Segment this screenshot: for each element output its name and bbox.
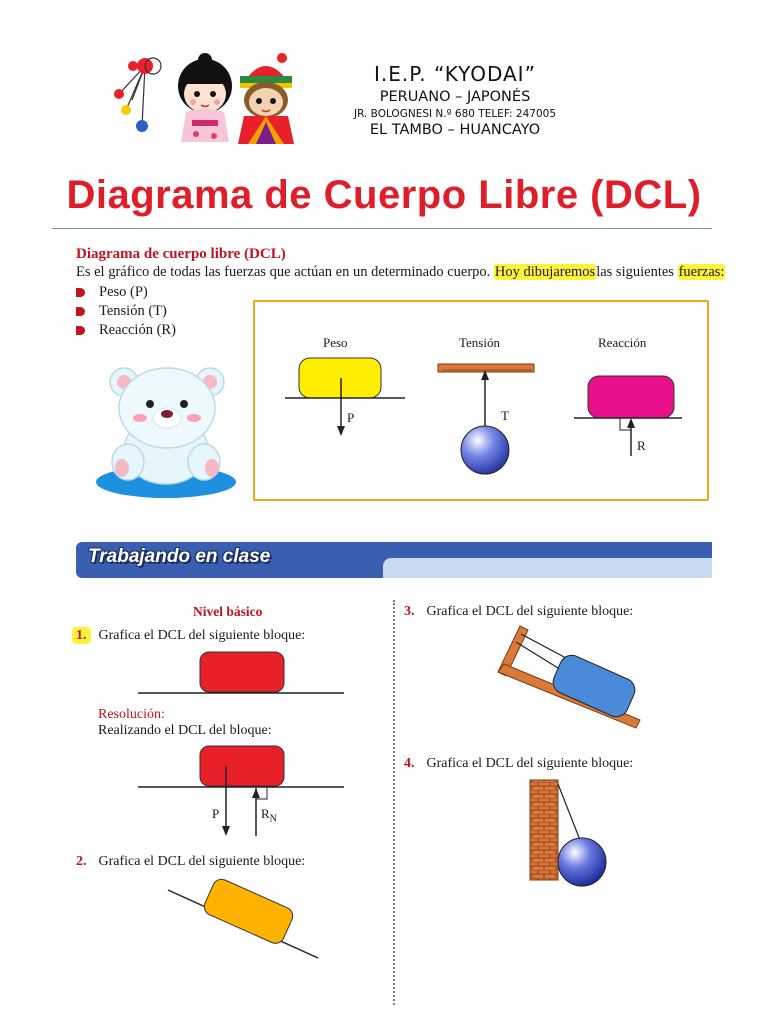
- question-1-diagram: [136, 648, 346, 698]
- resolution-rn-label: [261, 806, 277, 825]
- intro-highlight-2: fuerzas:: [678, 264, 725, 280]
- peruvian-doll-illustration: [234, 52, 298, 147]
- level-heading: Nivel básico: [193, 604, 263, 619]
- peso-diagram: [280, 352, 410, 442]
- question-number: 2.: [76, 854, 87, 869]
- reaccion-label: Reacción: [598, 335, 647, 350]
- question-4-diagram: [520, 774, 620, 894]
- question-4: [404, 756, 633, 772]
- bullet-marker-icon: [76, 288, 85, 297]
- list-item: [76, 321, 176, 340]
- list-item: [76, 302, 176, 321]
- tension-label: Tensión: [459, 335, 500, 350]
- intro-text-middle: las siguientes: [596, 264, 674, 280]
- bullet-marker-icon: [76, 307, 85, 316]
- school-name: I.E.P. “KYODAI”: [374, 62, 536, 86]
- question-text: Grafica el DCL del siguiente bloque:: [426, 756, 634, 771]
- t-label: T: [501, 408, 509, 423]
- question-2-diagram: [160, 868, 330, 968]
- question-3-diagram: [488, 620, 648, 740]
- intro-text-before: Es el gráfico de todas las fuerzas que actúan en un determinado cuerpo.: [76, 264, 491, 280]
- japanese-doll-illustration: [174, 50, 236, 145]
- bear-illustration: [88, 352, 248, 502]
- resolution-p-label: P: [212, 806, 220, 821]
- school-subtitle: PERUANO – JAPONÉS: [379, 89, 531, 105]
- question-text: Grafica el DCL del siguiente bloque:: [426, 604, 634, 619]
- peso-label: Peso: [323, 335, 348, 350]
- question-1: [76, 628, 305, 644]
- intro-highlight-1: Hoy dibujaremos: [494, 264, 596, 280]
- resolution-diagram: [136, 742, 346, 842]
- question-number: 3.: [404, 604, 415, 619]
- school-city: EL TAMBO – HUANCAYO: [369, 122, 541, 138]
- question-text: Grafica el DCL del siguiente bloque:: [98, 854, 306, 869]
- list-item: [76, 283, 176, 302]
- resolution-text: Realizando el DCL del bloque:: [98, 723, 272, 738]
- intro-text: [76, 264, 725, 281]
- bullet-label: Reacción (R): [99, 322, 176, 338]
- question-number: 1.: [72, 627, 91, 644]
- title-divider: [52, 228, 712, 229]
- rn-sub: N: [269, 813, 277, 825]
- bullet-marker-icon: [76, 326, 85, 335]
- question-number: 4.: [404, 756, 415, 771]
- question-text: Grafica el DCL del siguiente bloque:: [98, 628, 306, 643]
- resolution-heading: Resolución:: [98, 707, 165, 722]
- banner-title: Trabajando en clase: [88, 546, 271, 567]
- force-list: [76, 283, 176, 340]
- column-divider: [393, 600, 395, 1005]
- bullet-label: Tensión (T): [99, 303, 167, 319]
- banner-accent: [383, 558, 712, 578]
- section-heading: Diagrama de cuerpo libre (DCL): [76, 246, 286, 262]
- reaccion-diagram: [570, 370, 690, 460]
- page-title: Diagrama de Cuerpo Libre (DCL): [66, 173, 702, 217]
- logo-icon: [100, 48, 170, 138]
- question-3: [404, 604, 633, 620]
- bullet-label: Peso (P): [99, 284, 148, 300]
- tension-diagram: [432, 358, 542, 478]
- r-label: R: [637, 438, 646, 453]
- p-label: P: [347, 410, 355, 425]
- rn-main: R: [261, 806, 270, 821]
- school-address: JR. BOLOGNESI N.º 680 TELEF: 247005: [353, 108, 556, 120]
